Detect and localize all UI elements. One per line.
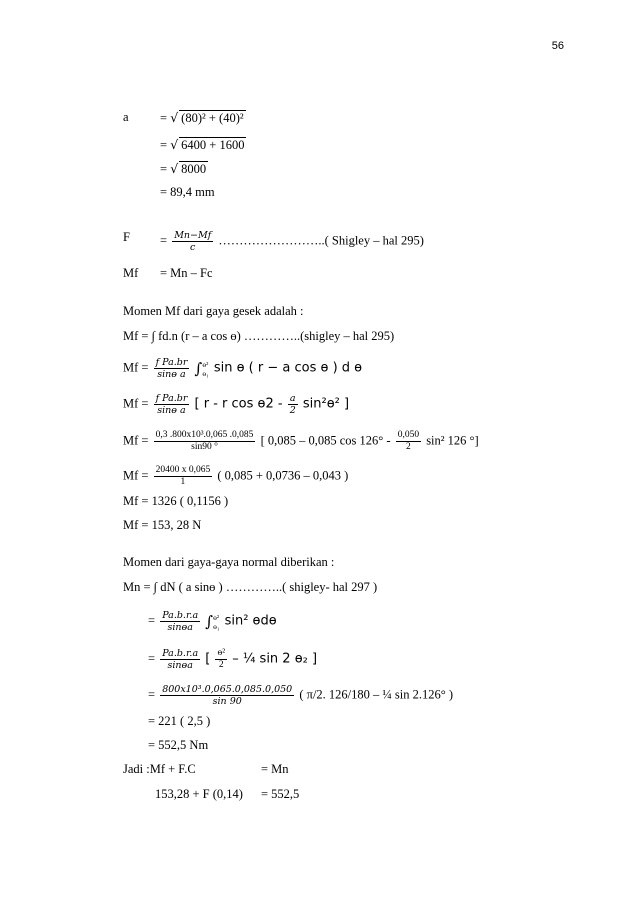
mn-eq-3-frac2-den: 2: [218, 660, 224, 670]
mn-heading: Momen dari gaya-gaya normal diberikan :: [123, 555, 335, 569]
mf-heading: Momen Mf dari gaya gesek adalah :: [123, 304, 304, 318]
mn-eq-7-left: Jadi :Mf + F.C: [123, 762, 196, 776]
f-label: F: [123, 230, 130, 244]
mf-eq-4-lhs: Mf =: [123, 433, 149, 448]
mn-eq-2-lower: ө₁: [213, 621, 220, 631]
mn-eq-6: = 552,5 Nm: [148, 738, 209, 752]
mn-eq-8-left: 153,28 + F (0,14): [155, 787, 243, 801]
mn-eq-2: = $\frac{Pa.b.r.a}{\sin өa}$ ∫ ө² ө₁ sin² өdө: [148, 610, 277, 633]
mf-eq-5-den: 1: [180, 477, 186, 487]
a-radicand-3: 8000: [181, 162, 207, 176]
a-eq-3: = √ 8000: [160, 161, 207, 176]
sqrt-icon: √: [170, 161, 179, 176]
mf-eq-4-frac2-den: 2: [406, 442, 411, 452]
mf-eq-4: [123, 430, 479, 453]
integral-icon: ∫: [205, 612, 214, 631]
mf-eq-4-body-b: sin² 126 °]: [426, 433, 479, 448]
integral-icon: ∫: [194, 359, 203, 378]
f-frac-num: Mn−Mf: [174, 230, 212, 241]
mf-eq-5-lhs: Mf =: [123, 468, 149, 483]
mf-eq-3-lhs: Mf =: [123, 396, 149, 411]
a-eq-1: = √ (80)² + (40)²: [160, 110, 244, 125]
mn-eq-3-den: sinөa: [167, 660, 193, 671]
mn-eq-3-frac2-num: ө²: [217, 648, 226, 658]
mf-eq-4-frac2-num: 0,050: [397, 430, 420, 440]
mn-eq-3-body-a: [: [205, 651, 211, 667]
f-frac-den: c: [190, 242, 196, 253]
mf-eq-3-body-a: [ r - r cos ө2 -: [194, 396, 283, 412]
a-radicand-2: 6400 + 1600: [181, 138, 245, 152]
mf-eq-4-den: sin90 °: [191, 442, 218, 452]
mn-eq-3-body-b: – ¼ sin 2 ө₂ ]: [232, 651, 318, 667]
mf-eq-3-num: f Pa.br: [155, 393, 188, 404]
mn-eq-8-right: = 552,5: [261, 787, 300, 801]
mf-eq-2-upper: ө²: [202, 359, 209, 369]
mn-eq-4-body: ( π/2. 126/180 – ¼ sin 2.126° ): [299, 687, 454, 702]
mn-eq-2-num: Pa.b.r.a: [162, 610, 199, 621]
mf-eq-5: [123, 465, 348, 488]
mf-eq-4-frac: [154, 430, 256, 453]
mn-eq-3-frac2: [215, 648, 227, 671]
mf-eq-4-body-a: [ 0,085 – 0,085 cos 126° -: [260, 433, 391, 448]
f-fraction: [172, 230, 213, 253]
mn-eq-3: = $\frac{Pa.b.r.a}{\sin өa}$ [ $\frac{\text{ө²}}{2}$ – ¼ sin 2 ө₂ ]: [148, 648, 318, 671]
mf-eq-4-frac2: [396, 430, 421, 453]
f-ref: ……………………..( Shigley – hal 295): [218, 233, 424, 248]
mf-eq-6: Mf = 1326 ( 0,1156 ): [123, 494, 229, 508]
a-eq-2: = √ 6400 + 1600: [160, 137, 245, 152]
mn-eq-4-frac: [160, 684, 294, 707]
mf-eq-2-lhs: Mf =: [123, 360, 149, 375]
mn-eq-5: = 221 ( 2,5 ): [148, 714, 211, 728]
mf-label: Mf: [123, 266, 139, 280]
mf-eq-4-num: 0,3 .800x10³.0,065 .0,085: [155, 430, 254, 440]
mn-eq-4-num: 800x10³.0,065.0,085.0,050: [162, 684, 293, 695]
mf-eq-3-frac2-den: 2: [289, 405, 296, 416]
mf-eq-5-frac: [154, 465, 213, 488]
mn-eq-4-den: sin 90: [212, 696, 242, 707]
mf-eq-3-den: sinө a: [157, 405, 186, 416]
mn-eq-1: Mn = ∫ dN ( a sinө ) …………..( shigley- hal 297 ): [123, 580, 378, 594]
mf-eq-3-frac2: [288, 393, 298, 416]
mf-eq-2-body: sin ө ( r − a cos ө ) d ө: [213, 360, 363, 376]
mn-eq-3-num: Pa.b.r.a: [162, 648, 199, 659]
a-result: = 89,4 mm: [160, 185, 215, 199]
sqrt-icon: √: [170, 110, 179, 125]
mf-eq-2-frac: [154, 357, 190, 380]
mf-def: = Mn – Fc: [160, 266, 213, 280]
mn-eq-4: = $\frac{\text{800x10³.0,065.0,085.0,050}}{\sin 90}$ ( π/2. 126/180 – ¼ sin 2.126° ): [148, 684, 454, 707]
a-label: a: [123, 110, 129, 124]
mn-eq-2-frac: [160, 610, 200, 633]
mn-eq-3-frac: [160, 648, 200, 671]
mf-eq-3: [123, 393, 349, 416]
mf-eq-5-num: 20400 x 0,065: [155, 465, 211, 475]
page-number: 56: [551, 40, 564, 52]
mf-eq-2-limits: [202, 360, 208, 378]
mf-eq-5-body: ( 0,085 + 0,0736 – 0,043 ): [217, 468, 349, 483]
mn-eq-2-body: sin² өdө: [224, 613, 277, 629]
mf-eq-3-body-b: sin²ө² ]: [302, 396, 350, 412]
mf-eq-1: Mf = ∫ fd.n (r – a cos ө) …………..(shigley – hal 295): [123, 329, 395, 343]
mn-eq-2-limits: [213, 613, 219, 631]
mn-eq-7-right: = Mn: [261, 762, 289, 776]
mf-eq-2: [123, 357, 362, 380]
mf-eq-7: Mf = 153, 28 N: [123, 518, 202, 532]
sqrt-icon: √: [170, 137, 179, 152]
mn-eq-2-upper: ө²: [213, 612, 220, 622]
mf-eq-2-num: f Pa.br: [155, 357, 188, 368]
mn-eq-2-den: sinөa: [167, 622, 193, 633]
f-eq: = $\frac{Mn-Mf}{c}$ ……………………..( Shigley – hal 295): [160, 230, 424, 253]
mf-eq-3-frac: [154, 393, 190, 416]
mf-eq-2-den: sinө a: [157, 369, 186, 380]
mf-eq-2-lower: ө₁: [202, 368, 209, 378]
a-radicand-1: (80)² + (40)²: [181, 111, 244, 125]
mf-eq-3-frac2-num: a: [289, 393, 296, 404]
